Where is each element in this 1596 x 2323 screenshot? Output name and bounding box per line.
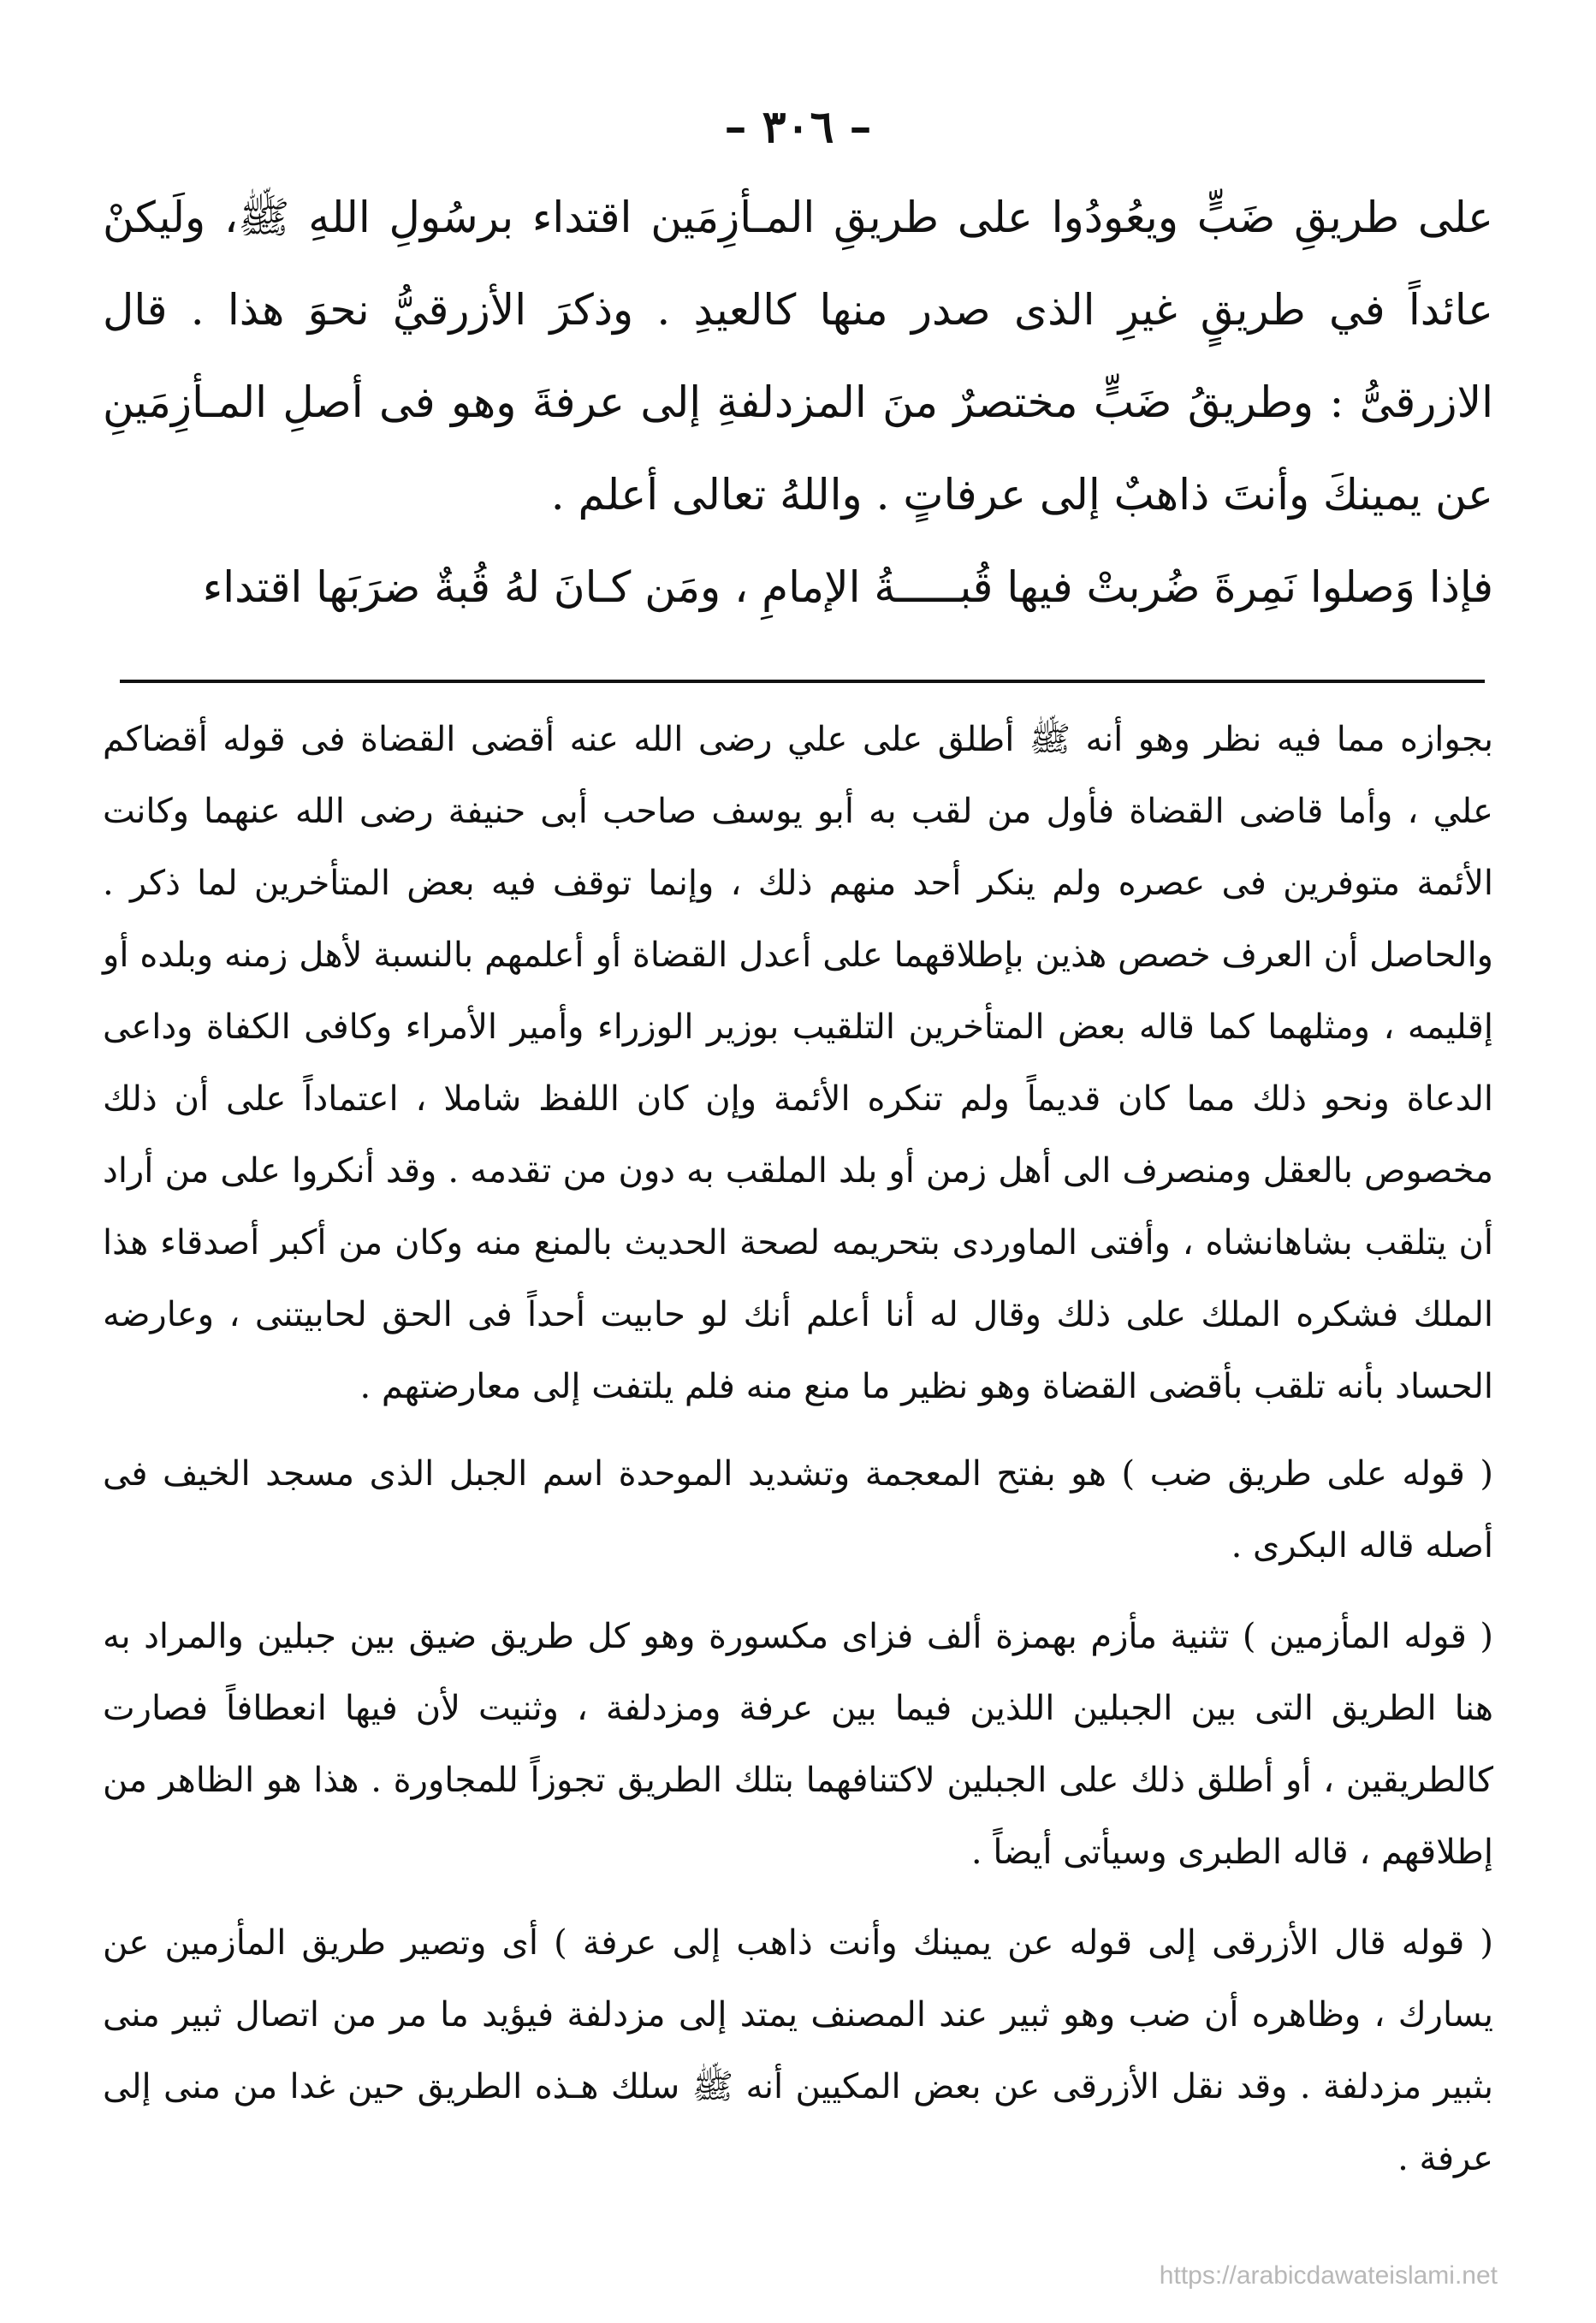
page-number: – ٣٠٦ – [724,101,872,153]
footnote-separator-line [120,680,1485,683]
commentary-block [103,704,1493,2213]
commentary-paragraph: ( قوله على طريق ضب ) هو بفتح المعجمة وتشديد الموحدة اسم الجبل الذى مسجد الخيف فى أصله قاله البكرى . [103,1454,1493,1566]
commentary-paragraph: بجوازه مما فيه نظر وهو أنه ﷺ أطلق على علي رضى الله عنه أقضى القضاة فى قوله أقضاكم علي ، وأما قاضى القضاة فأول من لقب به أبو يوسف صاحب أبى حنيفة رضى الله عنهما وكانت الأئمة متوفرين فى عصره ولم ينكر أحد منهم ذلك ، وإنما توقف فيه بعض المتأخرين لما ذكر . والحاصل أن العرف خصص هذين بإطلاقهما على أعدل القضاة أو أعلمهم بالنسبة لأهل زمنه وبلده أو إقليمه ، ومثلهما كما قاله بعض المتأخرين التلقيب بوزير الوزراء وأمير الأمراء وكافى الكفاة وداعى الدعاة ونحو ذلك مما كان قديماً ولم تنكره الأئمة وإن كان اللفظ شاملا ، اعتماداً على أن ذلك مخصوص بالعقل ومنصرف الى أهل زمن أو بلد الملقب به دون من تقدمه . وقد أنكروا على من أراد أن يتلقب بشاهانشاه ، وأفتى الماوردى بتحريمه لصحة الحديث بالمنع منه وكان من أكبر أصدقاء هذا الملك فشكره الملك على ذلك وقال له أنا أعلم أنك لو حابيت أحداً فى الحق لحابيتنى ، وعارضه الحساد بأنه تلقب بأقضى القضاة وهو نظير ما منع منه فلم يلتفت إلى معارضتهم . [103,720,1494,1406]
main-text-block [103,171,1493,633]
source-watermark: https://arabicdawateislami.net [1159,2261,1498,2290]
commentary-paragraph: ( قوله المأزمين ) تثنية مأزم بهمزة ألف فزاى مكسورة وهو كل طريق ضيق بين جبلين والمراد به هنا الطريق التى بين الجبلين اللذين فيما بين عرفة ومزدلفة ، وثنيت لأن فيها انعطافاً فصارت كالطريقين ، أو أطلق ذلك على الجبلين لاكتنافهما بتلك الطريق تجوزاً للمجاورة . هذا هو الظاهر من إطلاقهم ، قاله الطبرى وسيأتى أيضاً . [103,1617,1493,1872]
commentary-paragraph: ( قوله قال الأزرقى إلى قوله عن يمينك وأنت ذاهب إلى عرفة ) أى وتصير طريق المأزمين عن يسارك ، وظاهره أن ضب وهو ثبير عند المصنف يمتد إلى مزدلفة فيؤيد ما مر من اتصال ثبير منى بثبير مزدلفة . وقد نقل الأزرقى عن بعض المكيين أنه ﷺ سلك هـذه الطريق حين غدا من منى إلى عرفة . [103,1923,1494,2178]
main-text-paragraph: فإذا وَصلوا نَمِرةَ ضُربتْ فيها قُبـــــةُ الإمامِ ، ومَن كـانَ لهُ قُبةٌ ضرَبَها اقتداء [202,562,1493,612]
main-text-paragraph: على طريقِ ضَبٍّ ويعُودُوا على طريقِ المـأزِمَين اقتداء برسُولِ اللهِ ﷺ، ولَيكنْ عائداً في طريقٍ غيرِ الذى صدر منها كالعيدِ . وذكرَ الأزرقيُّ نحوَ هذا . قال الازرقىُّ : وطريقُ ضَبٍّ مختصرٌ منَ المزدلفةِ إلى عرفةَ وهو فى أصلِ المـأزِمَينِ عن يمينكَ وأنتَ ذاهبٌ إلى عرفاتٍ . واللهُ تعالى أعلم . [103,193,1493,520]
